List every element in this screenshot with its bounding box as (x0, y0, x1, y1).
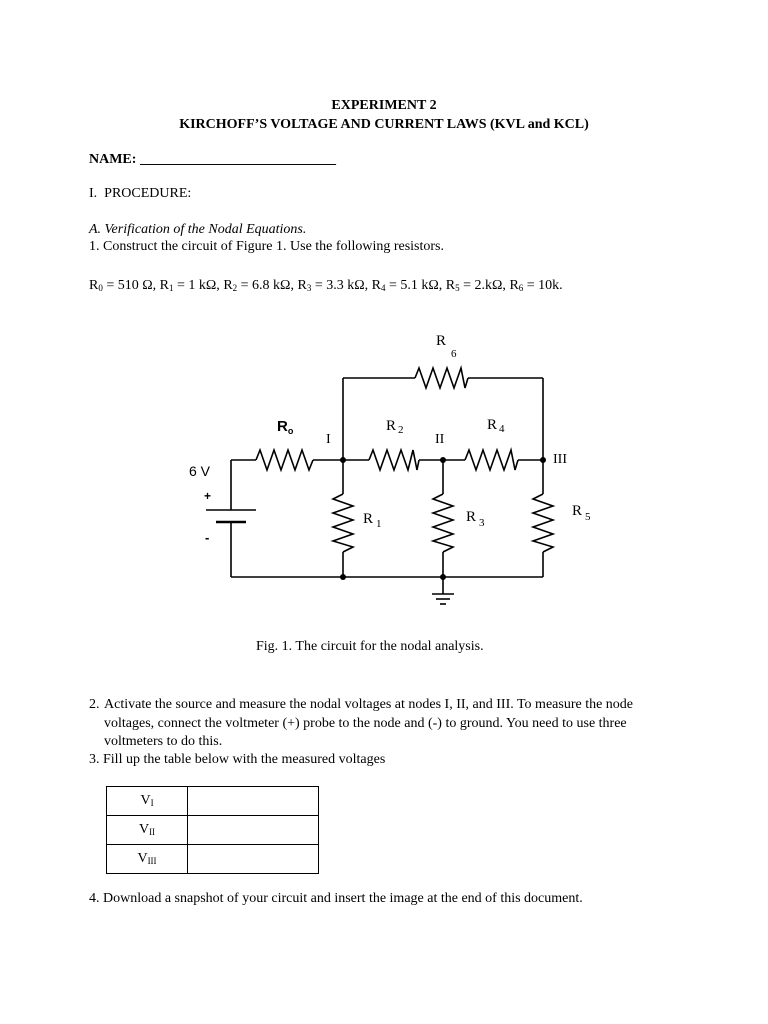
resistor-r4 (465, 450, 518, 470)
resistor-value: $R_6 = 10k$. (509, 278, 563, 293)
resistor-value: $R_3 = 3.3$ kΩ, (297, 278, 372, 293)
step-4-number: 4. (89, 891, 100, 906)
resistor-value: $R_2 = 6.8$ kΩ, (223, 278, 298, 293)
resistor-r3 (433, 494, 453, 552)
source-label: 6 V (189, 463, 211, 479)
resistor-r0 (256, 450, 313, 470)
node-i-label: I (326, 432, 331, 447)
node-dot (340, 457, 346, 463)
r4-label: R $_4$ (487, 417, 505, 435)
experiment-number: EXPERIMENT 2 (331, 98, 437, 113)
step-1-number: 1. (89, 239, 100, 254)
step-2-line: voltages, connect the voltmeter (+) probe to the node and (-) to ground. You need to use three (104, 716, 627, 731)
step-2-number: 2. (89, 697, 100, 712)
step-1-text: Construct the circuit of Figure 1. Use the following resistors. (103, 239, 444, 254)
node-dot (540, 457, 546, 463)
step-4-text: Download a snapshot of your circuit and insert the image at the end of this document. (103, 891, 583, 906)
plus-sign: + (204, 489, 212, 503)
node-ii-label: II (435, 432, 445, 447)
voltage-value-cell[interactable] (188, 845, 319, 874)
resistor-r6 (415, 368, 468, 388)
r5-label: R $_5$ (572, 503, 591, 523)
r6-label: R6 (436, 333, 457, 360)
voltage-table (106, 786, 319, 874)
resistor-value: $R_1 = 1$ kΩ, (159, 278, 224, 293)
table-row (107, 816, 319, 845)
voltage-value-cell[interactable] (188, 816, 319, 845)
figure-caption: Fig. 1. The circuit for the nodal analysis. (256, 639, 484, 654)
step-2-line: voltmeters to do this. (104, 734, 223, 749)
experiment-title: KIRCHOFF’S VOLTAGE AND CURRENT LAWS (KVL and KCL) (179, 117, 589, 132)
r3-label: R $_3$ (466, 509, 485, 529)
step-3-text: Fill up the table below with the measured voltages (103, 752, 386, 767)
name-blank[interactable]: ____________________________ (139, 152, 336, 167)
step-3-number: 3. (89, 752, 100, 767)
circuit-wires (206, 368, 553, 604)
resistor-r2 (369, 450, 419, 470)
section-title: PROCEDURE: (104, 186, 192, 201)
minus-sign: - (205, 530, 210, 545)
voltage-label: $V_{III}$ (107, 845, 188, 874)
voltage-label: $V_{II}$ (107, 816, 188, 845)
subsection-title: A. Verification of the Nodal Equations. (89, 222, 307, 237)
voltage-label: $V_I$ (107, 787, 188, 816)
table-row (107, 787, 319, 816)
step-2-line: Activate the source and measure the nodal voltages at nodes I, II, and III. To measure the node (104, 697, 634, 712)
node-dot (440, 457, 446, 463)
resistor-r5 (533, 494, 553, 552)
node-dot (440, 574, 446, 580)
step-3 (89, 752, 385, 768)
node-dot (340, 574, 346, 580)
name-label: NAME: (89, 152, 137, 167)
step-4 (89, 891, 583, 907)
resistor-value: $R_5 = 2.k\Omega$, (445, 278, 510, 293)
table-row (107, 845, 319, 874)
resistor-value: $R_4 = 5.1$ kΩ, (371, 278, 446, 293)
r2-label: R $_2$ (386, 418, 404, 436)
r0-label: $R_o$ (277, 418, 294, 436)
resistor-value: $R_0 = 510$ Ω, (89, 278, 160, 293)
resistor-r1 (333, 494, 353, 552)
r1-label: R $_1$ (363, 511, 382, 530)
voltage-value-cell[interactable] (188, 787, 319, 816)
node-iii-label: III (553, 452, 567, 467)
section-number: I. (89, 186, 98, 201)
